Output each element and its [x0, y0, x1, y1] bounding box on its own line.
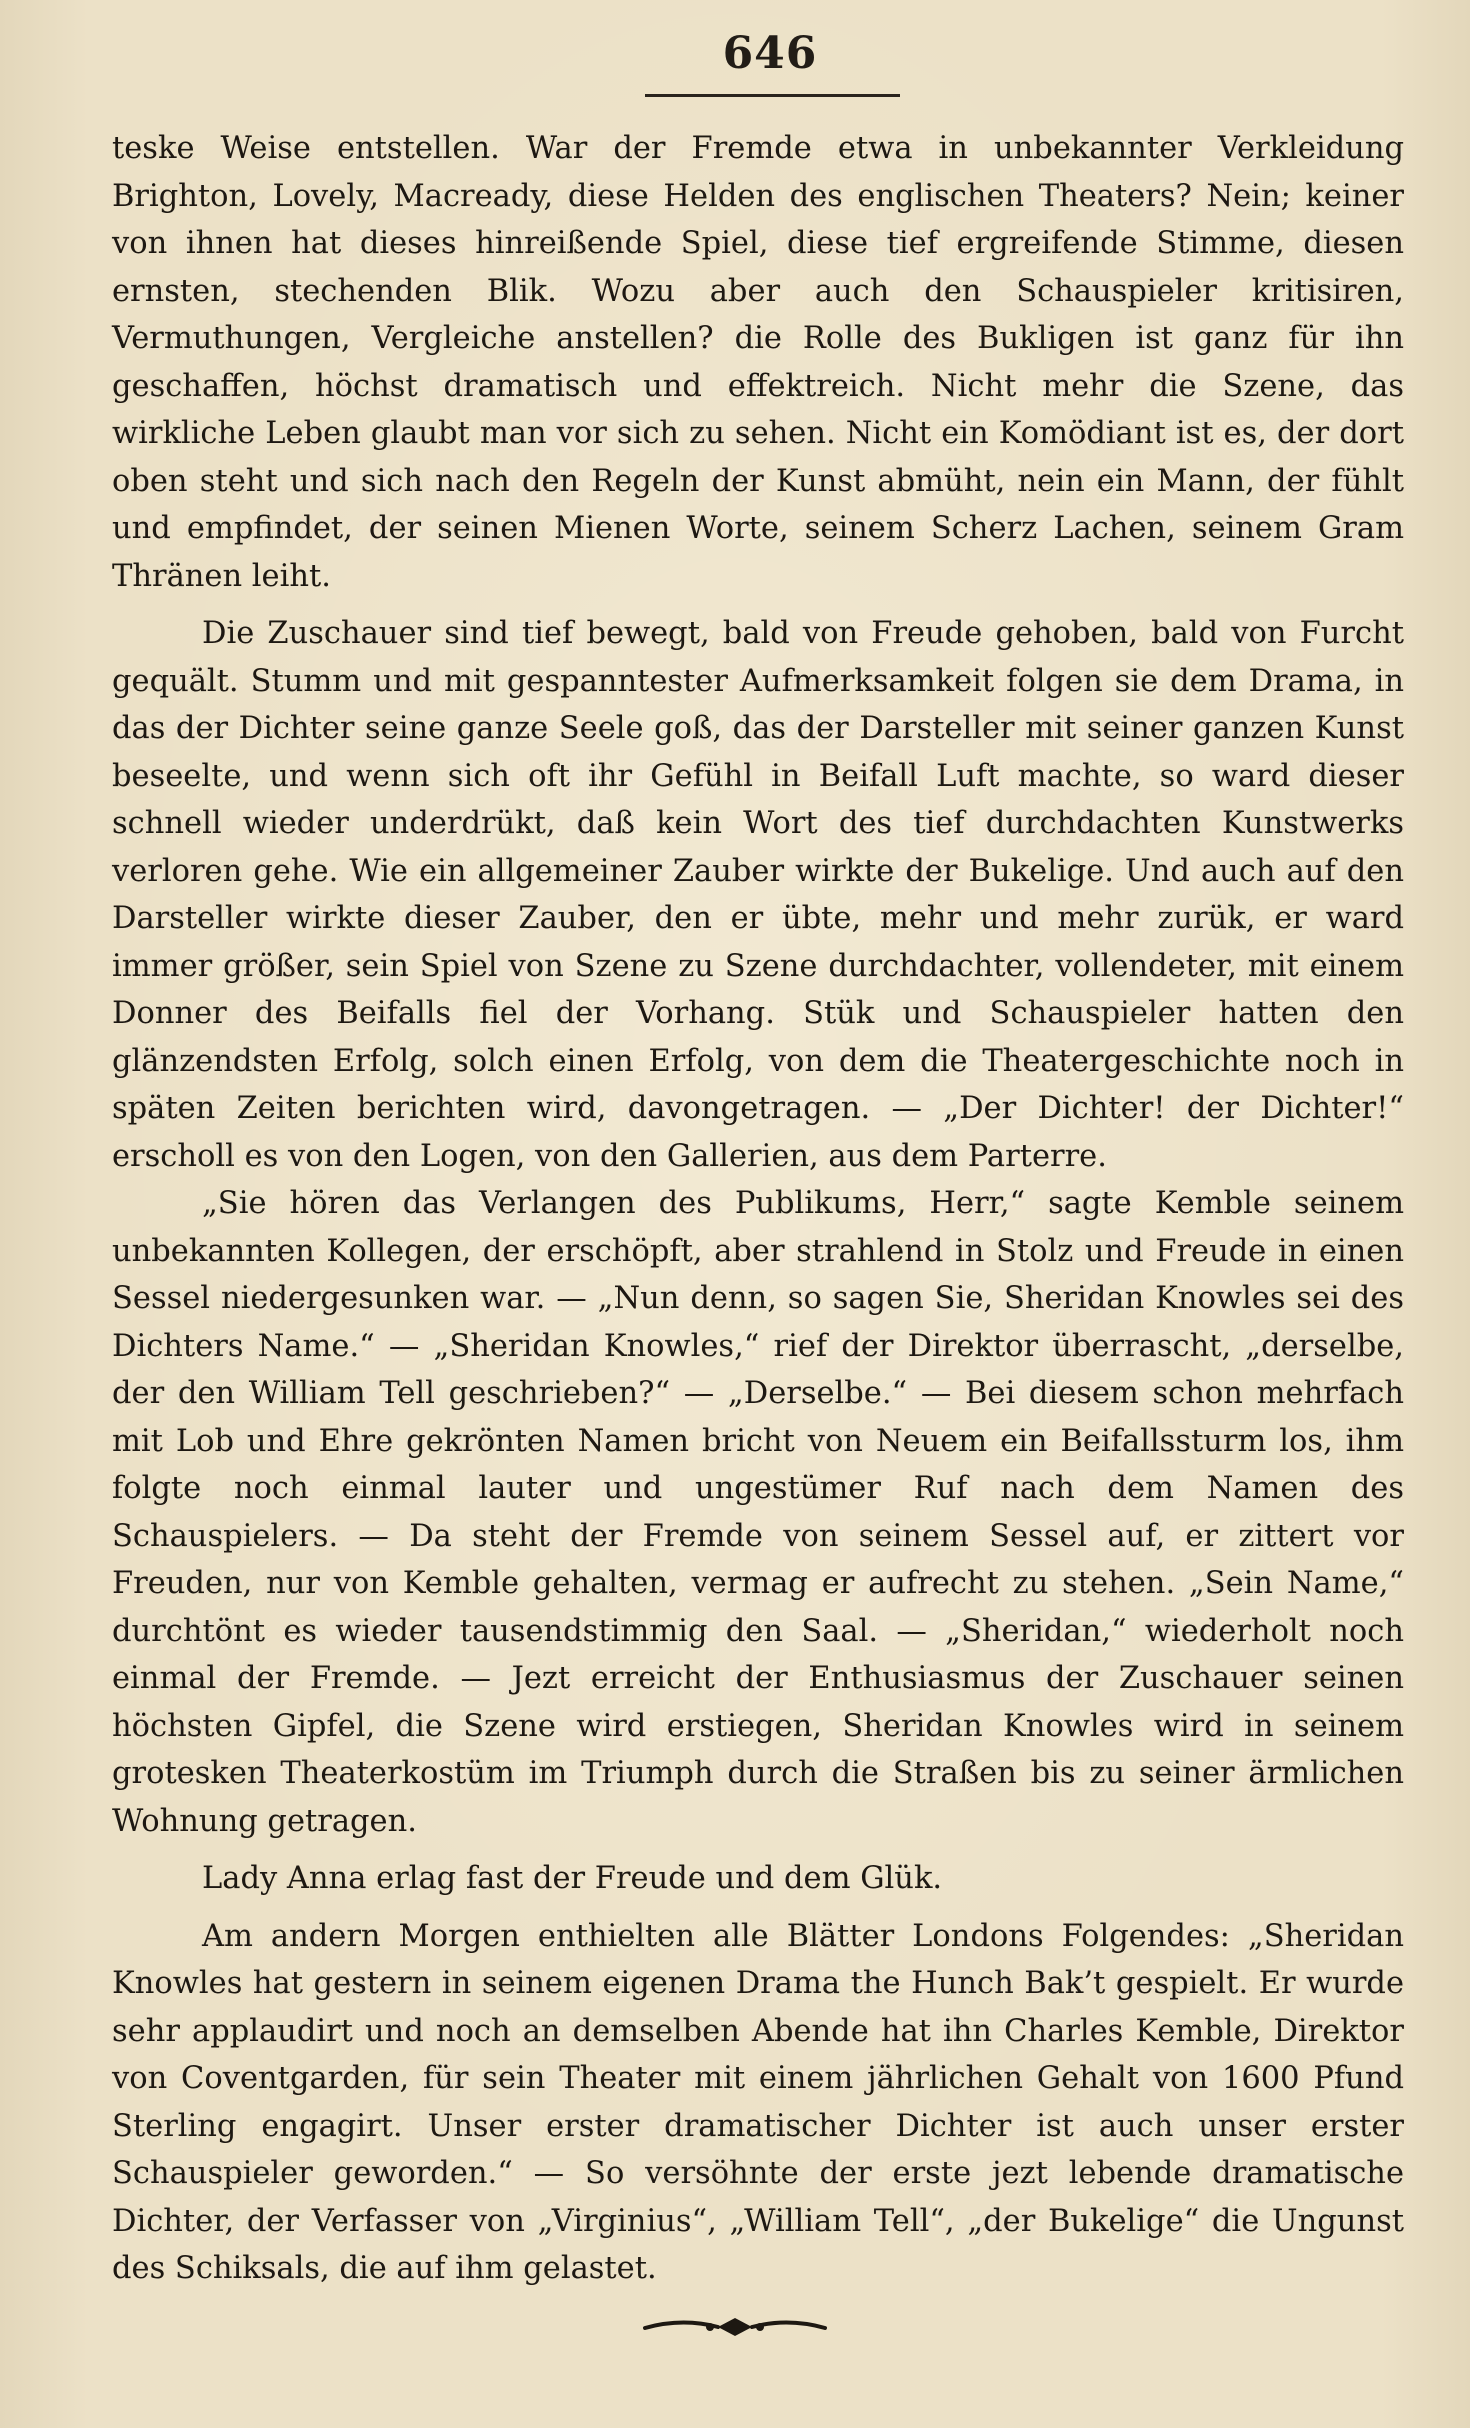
paragraph-5: Am andern Morgen enthielten alle Blätter Londons Folgendes: „Sheridan Knowles hat gestern in seinem eigenen Drama the Hunch Bak’t gespielt. Er wurde sehr applaudirt und noch an demselben Abende hat ihn Charles Kemble, Direktor von Coventgarden, für sein Theater mit einem jährlichen Gehalt von 1600 Pfund Sterling engagirt. Unser erster dramatischer Dichter ist auch unser erster Schauspieler geworden.“ — So versöhnte der erste jezt lebende dramatische Dichter, der Verfasser von „Virginius“, „William Tell“, „der Bukelige“ die Ungunst des Schiksals, die auf ihm gelastet.	[112, 1918, 1404, 2286]
paragraph-2: Die Zuschauer sind tief bewegt, bald von Freude gehoben, bald von Furcht gequält. Stumm und mit gespanntester Aufmerksamkeit folgen sie dem Drama, in das der Dichter seine ganze Seele goß, das der Darsteller mit seiner ganzen Kunst beseelte, und wenn sich oft ihr Gefühl in Beifall Luft machte, so ward dieser schnell wieder underdrükt, daß kein Wort des tief durchdachten Kunstwerks verloren gehe. Wie ein allgemeiner Zauber wirkte der Bukelige. Und auch auf den Darsteller wirkte dieser Zauber, den er übte, mehr und mehr zurük, er ward immer größer, sein Spiel von Szene zu Szene durchdachter, vollendeter, mit einem Donner des Beifalls fiel der Vorhang. Stük und Schauspieler hatten den glänzendsten Erfolg, solch einen Erfolg, von dem die Theatergeschichte noch in späten Zeiten berichten wird, davongetragen. — „Der Dichter! der Dichter!“ erscholl es von den Logen, von den Gallerien, aus dem Parterre.	[112, 616, 1404, 1174]
page-number: 646	[722, 28, 818, 79]
paragraph-3: „Sie hören das Verlangen des Publikums, Herr,“ sagte Kemble seinem unbekannten Kollegen, der erschöpft, aber strahlend in Stolz und Freude in einen Sessel niedergesunken war. — „Nun denn, so sagen Sie, Sheridan Knowles sei des Dichters Name.“ — „Sheridan Knowles,“ rief der Direktor überrascht, „derselbe, der den William Tell geschrieben?“ — „Derselbe.“ — Bei diesem schon mehrfach mit Lob und Ehre gekrönten Namen bricht von Neuem ein Beifallssturm los, ihm folgte noch einmal lauter und ungestümer Ruf nach dem Namen des Schauspielers. — Da steht der Fremde von seinem Sessel auf, er zittert vor Freuden, nur von Kemble gehalten, vermag er aufrecht zu stehen. „Sein Name,“ durchtönt es wieder tausendstimmig den Saal. — „Sheridan,“ wiederholt noch einmal der Fremde. — Jezt erreicht der Enthusiasmus der Zuschauer seinen höchsten Gipfel, die Szene wird erstiegen, Sheridan Knowles wird in seinem grotesken Theaterkostüm im Triumph durch die Straßen bis zu seiner ärmlichen Wohnung getragen.	[112, 1186, 1404, 1839]
end-ornament-icon	[640, 2312, 830, 2342]
paragraph-1: teske Weise entstellen. War der Fremde etwa in unbekannter Verkleidung Brighton, Lovely, Macready, diese Helden des englischen Theaters? Nein; keiner von ihnen hat dieses hinreißende Spiel, diese tief ergreifende Stimme, diesen ernsten, stechenden Blik. Wozu aber auch den Schauspieler kritisiren, Vermuthungen, Vergleiche anstellen? die Rolle des Bukligen ist ganz für ihn geschaffen, höchst dramatisch und effektreich. Nicht mehr die Szene, das wirkliche Leben glaubt man vor sich zu sehen. Nicht ein Komödiant ist es, der dort oben steht und sich nach den Regeln der Kunst abmüht, nein ein Mann, der fühlt und empfindet, der seinen Mienen Worte, seinem Scherz Lachen, seinem Gram Thränen leiht.	[112, 131, 1404, 594]
paragraph-4: Lady Anna erlag fast der Freude und dem Glük.	[202, 1861, 943, 1896]
header-rule	[645, 94, 900, 97]
body-text	[112, 125, 1404, 2293]
